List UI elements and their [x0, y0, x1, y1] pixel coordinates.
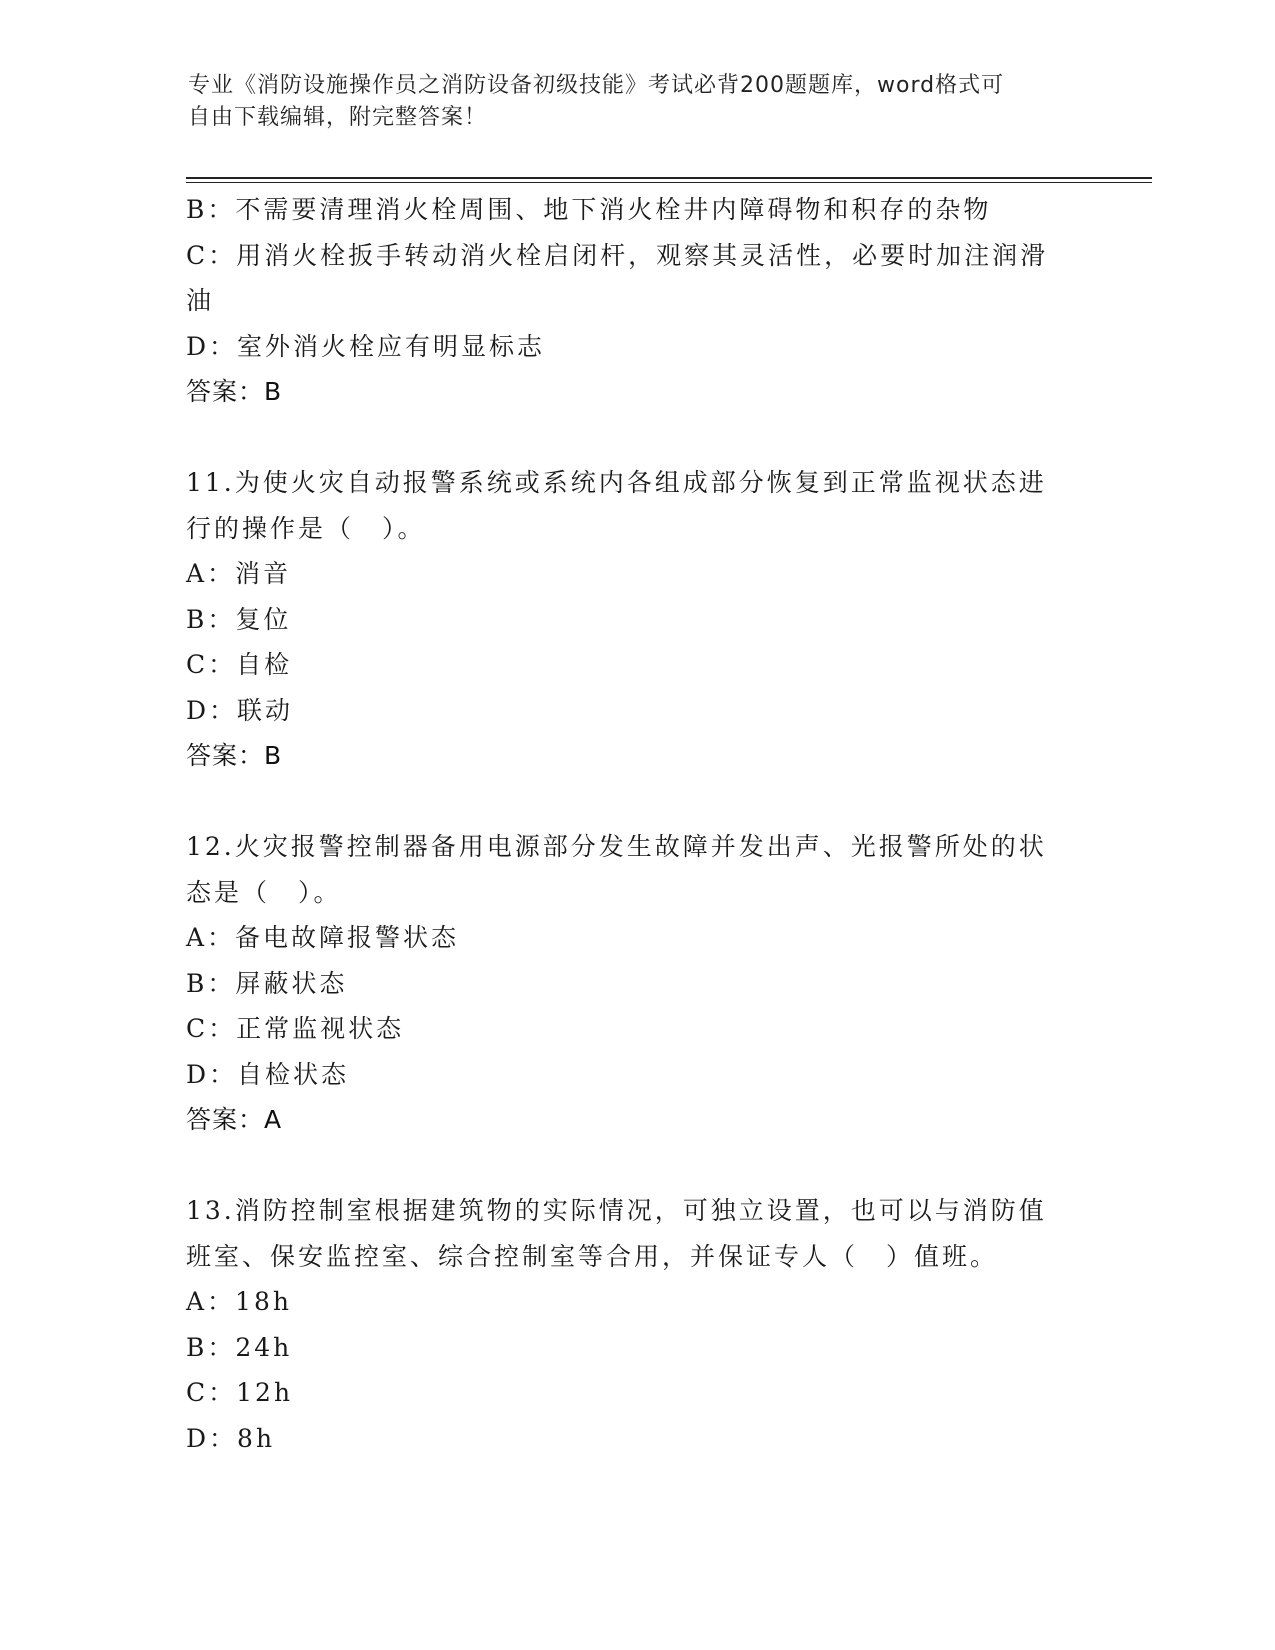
- question-13: [186, 1188, 1086, 1461]
- header-rule-thin: [186, 182, 1152, 183]
- option-c-line-2: 油: [186, 286, 215, 315]
- question-stem-line-2: 班室、保安监控室、综合控制室等合用，并保证专人（ ）值班。: [186, 1241, 999, 1271]
- answer: 答案：A: [186, 1105, 283, 1134]
- question-stem-line-2: 行的操作是（ ）。: [186, 513, 426, 543]
- question-11: [186, 460, 1086, 779]
- option-a: A：备电故障报警状态: [186, 923, 460, 952]
- option-d: D：8h: [186, 1423, 276, 1453]
- option-b: B：屏蔽状态: [186, 968, 348, 998]
- question-stem-line-2: 态是（ ）。: [186, 877, 342, 907]
- question-stem-line-1: 11.为使火灾自动报警系统或系统内各组成部分恢复到正常监视状态进: [186, 468, 1047, 497]
- header-line-2: 自由下载编辑，附完整答案！: [188, 105, 488, 130]
- option-c: C：12h: [186, 1378, 294, 1407]
- option-c-line-1: C：用消火栓扳手转动消火栓启闭杆，观察其灵活性，必要时加注润滑: [186, 240, 1049, 270]
- option-c: C：自检: [186, 650, 293, 679]
- spacer: [186, 1143, 1086, 1189]
- question-10-partial: [186, 187, 1086, 415]
- answer: 答案：B: [186, 741, 283, 770]
- question-stem-line-1: 13.消防控制室根据建筑物的实际情况，可独立设置，也可以与消防值: [186, 1196, 1047, 1225]
- option-c: C：正常监视状态: [186, 1014, 405, 1043]
- header-rule-thick: [186, 177, 1152, 179]
- option-d: D：室外消火栓应有明显标志: [186, 331, 546, 361]
- option-a: A：18h: [186, 1287, 292, 1316]
- question-content: [186, 187, 1086, 1461]
- question-12: [186, 824, 1086, 1143]
- header-line-1: 专业《消防设施操作员之消防设备初级技能》考试必背200题题库，word格式可: [188, 73, 1005, 98]
- answer: 答案：B: [186, 377, 283, 406]
- question-stem-line-1: 12.火灾报警控制器备用电源部分发生故障并发出声、光报警所处的状: [186, 832, 1047, 861]
- option-d: D：自检状态: [186, 1059, 350, 1089]
- option-b: B：不需要清理消火栓周围、地下消火栓井内障碍物和积存的杂物: [186, 195, 992, 224]
- option-a: A：消音: [186, 559, 292, 588]
- spacer: [186, 415, 1086, 461]
- option-d: D：联动: [186, 695, 294, 725]
- option-b: B：24h: [186, 1332, 293, 1362]
- spacer: [186, 779, 1086, 825]
- page-header: [188, 70, 1068, 134]
- option-b: B：复位: [186, 604, 292, 634]
